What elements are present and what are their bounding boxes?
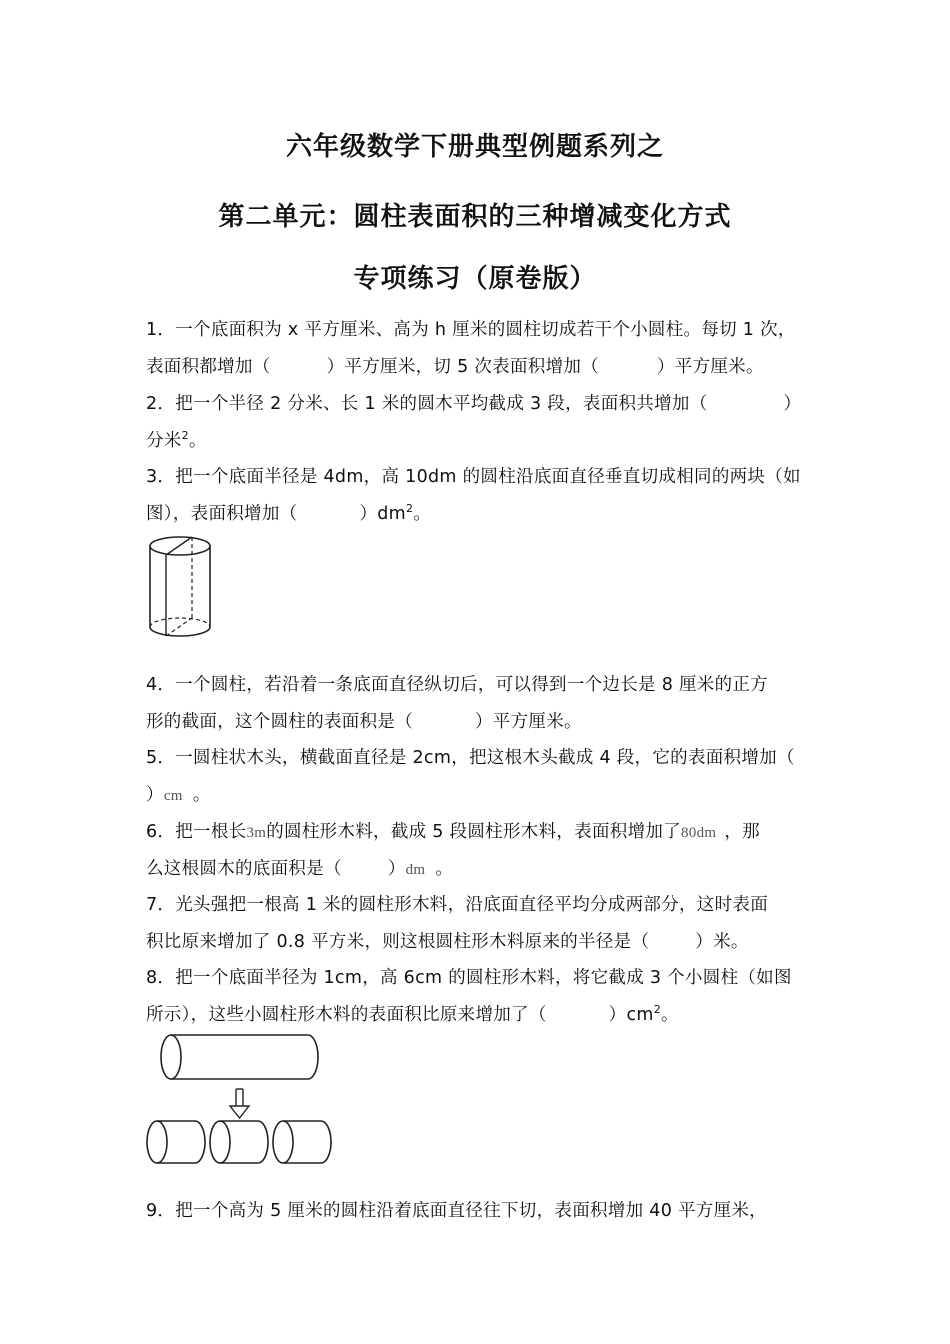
- q2-period: 。: [188, 431, 207, 451]
- q3-period: 。: [413, 504, 432, 524]
- question-5-line-1: 5．一圆柱状木头，横截面直径是 2cm，把这根木头截成 4 段，它的表面积增加（: [146, 748, 795, 768]
- q2-superscript: 2: [181, 429, 189, 443]
- question-7-line-1: 7．光头强把一根高 1 米的圆柱形木料，沿底面直径平均分成两部分，这时表面: [146, 895, 768, 915]
- question-5-line-2: [146, 781, 211, 806]
- q8-text-b: ）cm: [608, 1005, 654, 1025]
- question-1-line-2: [146, 353, 764, 378]
- cylinder-cut-figure: [140, 530, 220, 645]
- question-8-line-1: 8．把一个底面半径为 1cm，高 6cm 的圆柱形木料，将它截成 3 个小圆柱（如图: [146, 968, 792, 988]
- q3-superscript: 2: [406, 502, 414, 516]
- q2-unit: 分米: [146, 431, 182, 451]
- question-2-line-2: [146, 427, 207, 452]
- q6-length: 3m: [246, 825, 267, 841]
- title-line-2: 第二单元：圆柱表面积的三种增减变化方式: [218, 202, 732, 232]
- question-8-line-2: [146, 1001, 679, 1026]
- question-3-line-1: 3．把一个底面半径是 4dm，高 10dm 的圆柱沿底面直径垂直切成相同的两块（如: [146, 467, 801, 487]
- q7-text-a: 积比原来增加了 0.8 平方米，则这根圆柱形木料原来的半径是（: [146, 932, 650, 952]
- q2-text-a: 2．把一个半径 2 分米、长 1 米的圆木平均截成 3 段，表面积共增加（: [146, 394, 708, 414]
- question-9-line-1: 9．把一个高为 5 厘米的圆柱沿着底面直径往下切，表面积增加 40 平方厘米，: [146, 1201, 767, 1221]
- q6-text-a: 6．把一根长: [146, 822, 247, 842]
- q3-text-b: ）dm: [359, 504, 407, 524]
- q8-period: 。: [661, 1005, 679, 1025]
- q1-text-b: ）平方厘米，切 5 次表面积增加（: [326, 357, 599, 377]
- q6-area: 80dm: [680, 825, 717, 841]
- question-3-line-2: [146, 500, 431, 525]
- q6-period: 。: [435, 859, 454, 879]
- q1-text-c: ）平方厘米。: [656, 357, 764, 377]
- question-2-line-1: [146, 390, 801, 415]
- q3-text-a: 图），表面积增加（: [146, 504, 298, 524]
- q6-text-b: 的圆柱形木料，截成 5 段圆柱形木料，表面积增加了: [266, 822, 681, 842]
- question-4-line-1: 4．一个圆柱，若沿着一条底面直径纵切后，可以得到一个边长是 8 厘米的正方: [146, 675, 768, 695]
- cylinder-split-figure: [140, 1030, 340, 1170]
- question-6-line-1: [146, 818, 760, 843]
- q6-text-d: 么这根圆木的底面积是（: [146, 859, 342, 879]
- q6-text-c: ，那: [724, 822, 760, 842]
- question-7-line-2: [146, 928, 749, 953]
- question-6-line-2: [146, 855, 453, 880]
- question-4-line-2: [146, 708, 582, 733]
- q6-text-e: ）: [387, 859, 406, 879]
- title-line-3: 专项练习（原卷版）: [353, 264, 597, 294]
- q8-text-a: 所示），这些小圆柱形木料的表面积比原来增加了（: [146, 1005, 547, 1025]
- q7-text-b: ）米。: [695, 932, 749, 952]
- title-line-1: 六年级数学下册典型例题系列之: [285, 132, 664, 162]
- q8-superscript: 2: [653, 1003, 662, 1017]
- q2-text-b: ）: [783, 394, 802, 414]
- q6-unit: dm: [405, 862, 426, 878]
- q5-text-a: ）: [146, 785, 164, 805]
- q4-text-b: ）平方厘米。: [475, 712, 582, 732]
- q4-text-a: 形的截面，这个圆柱的表面积是（: [146, 712, 413, 732]
- q5-period: 。: [192, 785, 211, 805]
- q1-text-a: 表面积都增加（: [146, 357, 271, 377]
- question-1-line-1: 1．一个底面积为 x 平方厘米、高为 h 厘米的圆柱切成若干个小圆柱。每切 1 次，: [146, 320, 796, 340]
- q5-unit: cm: [163, 788, 183, 804]
